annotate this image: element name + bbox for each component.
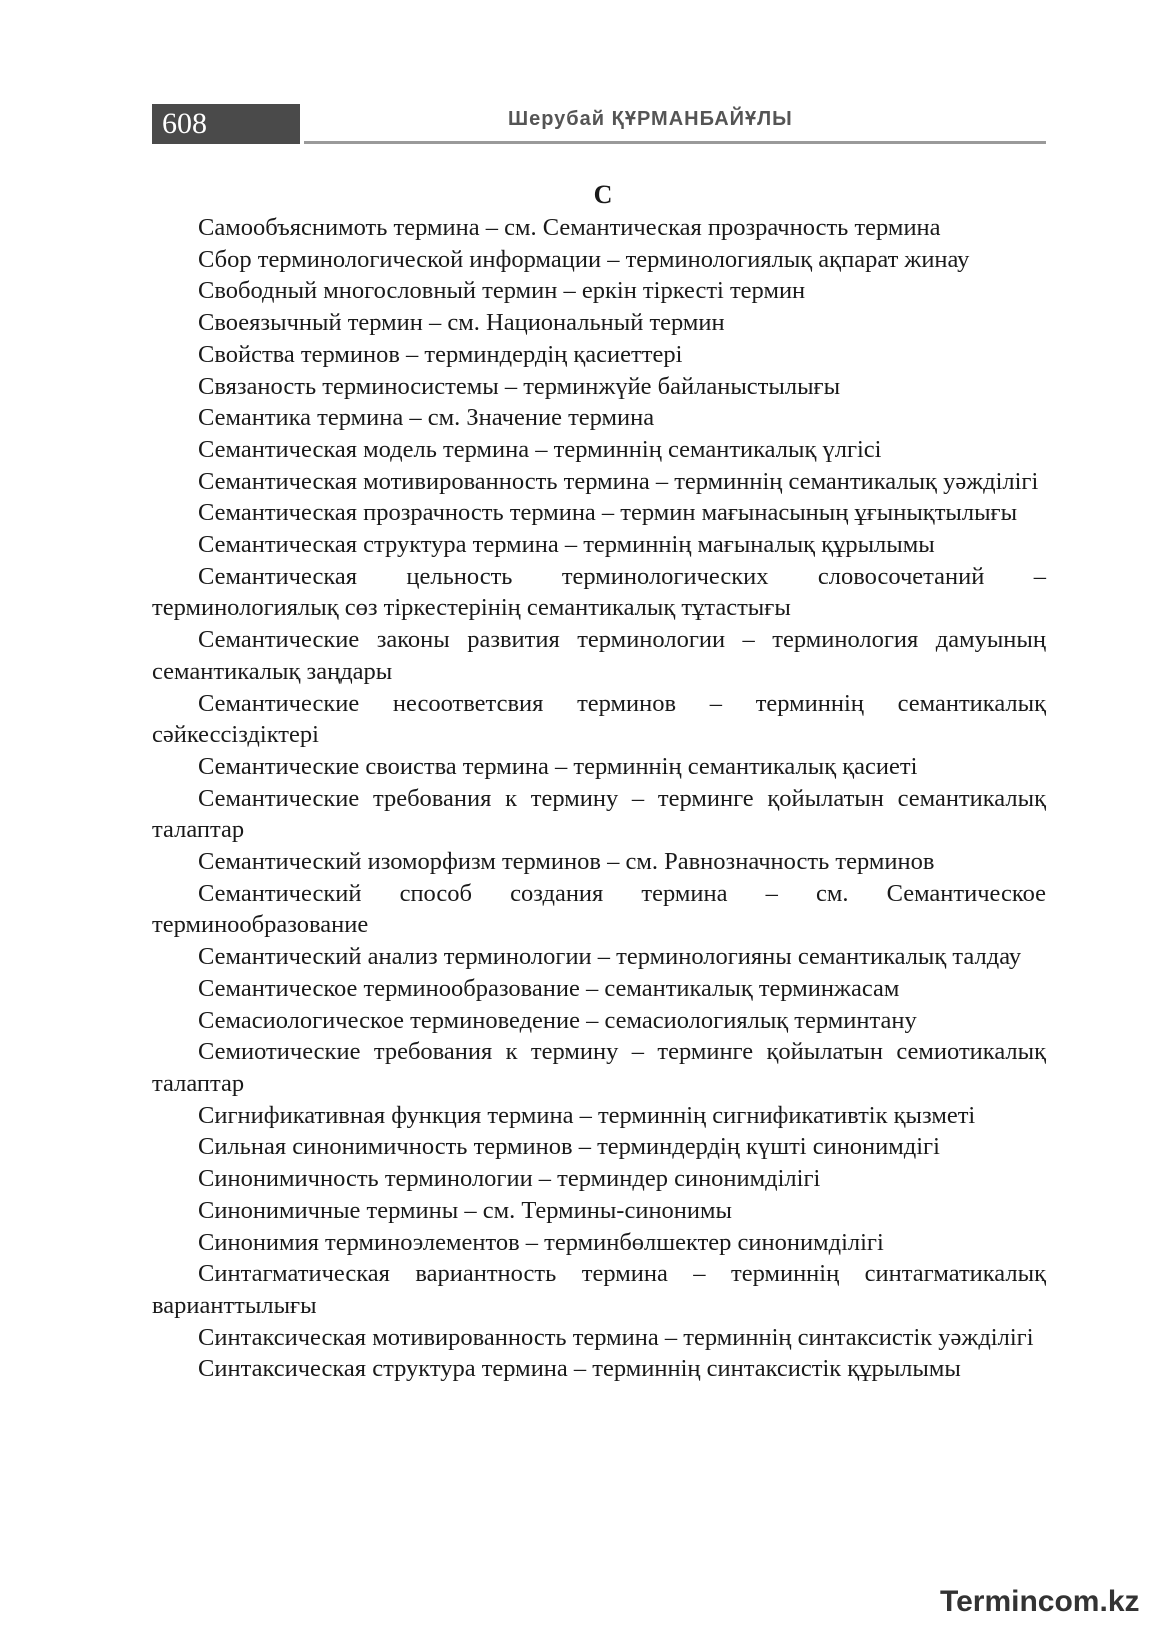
dictionary-entry: Семантика термина – см. Значение термина — [198, 404, 655, 432]
watermark-text: Termincom.kz — [940, 1585, 1140, 1618]
dictionary-entry: Синонимичность терминологии – терминдер синонимділігі — [198, 1165, 821, 1193]
dictionary-entry: Синтаксическая мотивированность термина – терминнің синтаксистік уәжділігі — [198, 1323, 1034, 1351]
dictionary-entry: Семантические несоответсвия терминов – терминнің семантикалық сәйкессіздіктері — [152, 689, 1046, 749]
dictionary-entry: Сбор терминологической информации – терминологиялық ақпарат жинау — [198, 245, 970, 273]
termincom-logo-icon — [940, 1584, 1140, 1620]
dictionary-entry: Семасиологическое терминоведение – семасиологиялық терминтану — [198, 1006, 917, 1034]
dictionary-entry: Семантические своиства термина – терминнің семантикалық қасиеті — [198, 752, 918, 780]
dictionary-entry: Свободный многословный термин – еркін тіркесті термин — [198, 277, 806, 305]
dictionary-entry: Синонимичные термины – см. Термины-синонимы — [198, 1196, 732, 1224]
dictionary-entry: Семантическая прозрачность термина – термин мағынасының ұғынықтылығы — [198, 499, 1018, 527]
dictionary-entry: Семантические требования к термину – терминге қойылатын семантикалық талаптар — [152, 784, 1046, 844]
dictionary-entry: Сигнификативная функция термина – терминнің сигнификативтік қызметі — [198, 1101, 976, 1129]
running-header-author: Шерубай ҚҰРМАНБАЙҰЛЫ — [508, 108, 793, 130]
header-rule — [304, 141, 1046, 144]
dictionary-entry: Семантические законы развития терминологии – терминология дамуының семантикалық заңдары — [152, 626, 1046, 685]
dictionary-entry: Семантический изоморфизм терминов – см. Равнозначность терминов — [198, 848, 935, 876]
dictionary-entry: Синонимия терминоэлементов – терминбөлшектер синонимділігі — [198, 1228, 884, 1256]
dictionary-entry: Семантическая цельность терминологических словосочетаний – терминологиялық сөз тіркестерінің семантикалық тұтастығы — [152, 562, 1046, 622]
dictionary-entry: Свойства терминов – терминдердің қасиеттері — [198, 340, 683, 368]
entry-list — [152, 212, 1046, 1385]
dictionary-entry: Семиотические требования к термину – терминге қойылатын семиотикалық талаптар — [152, 1038, 1046, 1097]
dictionary-entry: Своеязычный термин – см. Национальный термин — [198, 309, 725, 337]
dictionary-entry: Семантический анализ терминологии – терминологияны семантикалық талдау — [198, 943, 1022, 971]
dictionary-entry: Семантическая модель термина – терминнің семантикалық үлгісі — [198, 435, 882, 463]
dictionary-entry: Сильная синонимичность терминов – терминдердің күшті синонимдігі — [198, 1133, 940, 1161]
dictionary-entry: Синтаксическая структура термина – терминнің синтаксистік құрылымы — [198, 1355, 961, 1383]
dictionary-entry: Семантическое терминообразование – семантикалық терминжасам — [198, 974, 900, 1002]
page-number: 608 — [152, 104, 300, 144]
dictionary-entry: Самообъяснимоть термина – см. Семантическая прозрачность термина — [198, 214, 941, 241]
dictionary-entry: Семантическая мотивированность термина – терминнің семантикалық уәжділігі — [198, 467, 1039, 495]
dictionary-entry: Семантический способ создания термина – см. Семантическое терминообразование — [152, 879, 1046, 939]
section-letter: С — [593, 180, 613, 209]
page-header — [152, 104, 1046, 144]
dictionary-entry: Синтагматическая вариантность термина – терминнің синтагматикалық варианттылығы — [152, 1260, 1046, 1319]
dictionary-entry: Семантическая структура термина – терминнің мағыналық құрылымы — [198, 531, 935, 559]
dictionary-body — [152, 178, 1046, 1385]
dictionary-entry: Связаность терминосистемы – терминжүйе байланыстылығы — [198, 372, 841, 400]
